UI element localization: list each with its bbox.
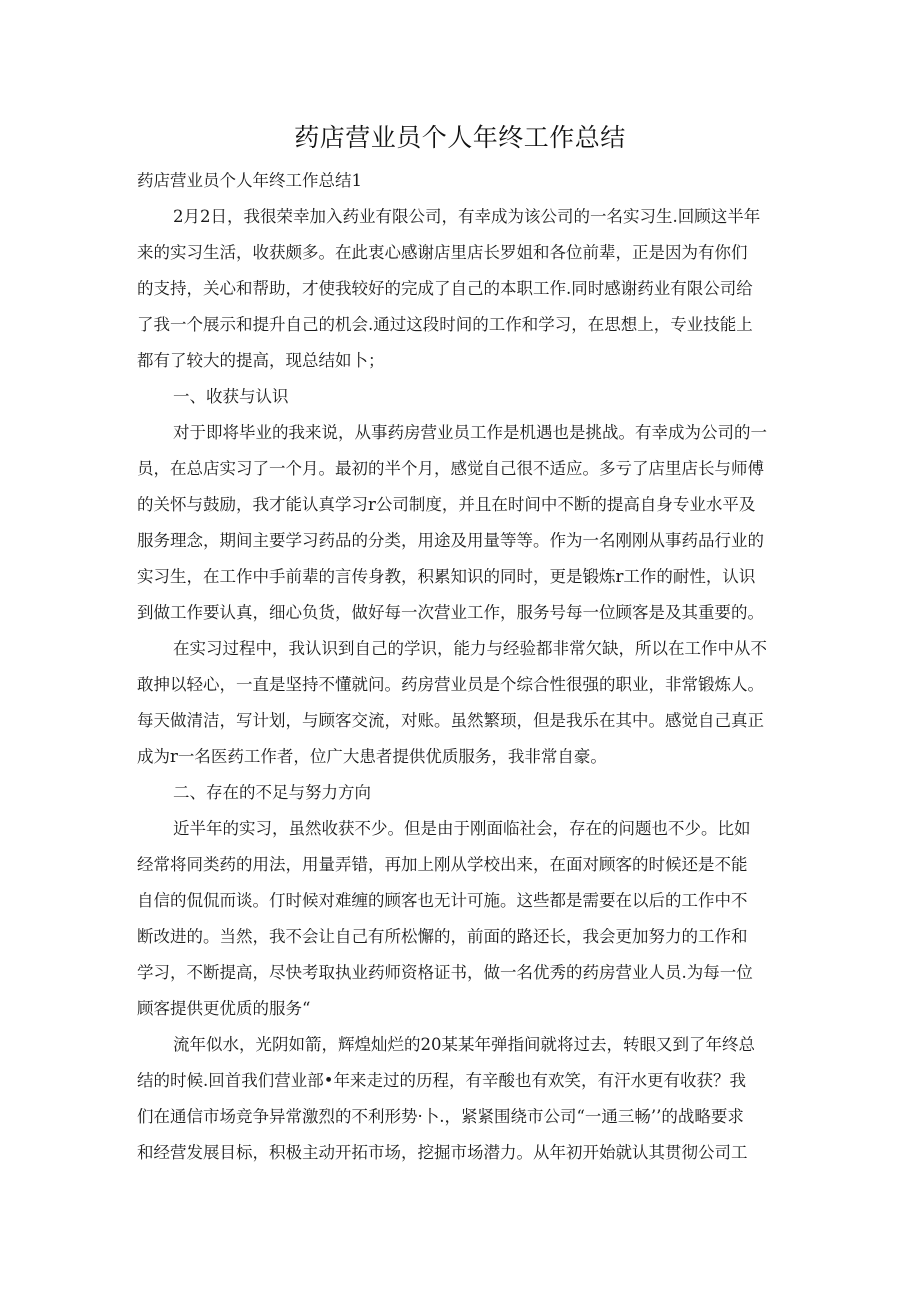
document-title: 药店营业员个人年终工作总结	[294, 123, 626, 152]
paragraph-line: 近半年的实习，虽然收获不少。但是由于刚面临社会，存在的问题也不少。比如	[173, 819, 751, 838]
paragraph-line: 员，在总店实习了一个月。最初的半个月，感觉自己很不适应。多亏了店里店长与师傅	[137, 459, 764, 478]
paragraph-line: 成为r一名医药工作者，位广大患者提供优质服务，我非常自豪。	[137, 747, 607, 766]
paragraph-line: 自信的侃侃而谈。仃时候对难缠的顾客也无计可施。这些都是需要在以后的工作中不	[137, 891, 748, 910]
paragraph-line: 服务理念，期间主要学习药品的分类，用途及用量等等。作为一名刚刚从事药品行业的	[137, 531, 764, 550]
paragraph-line: 们在通信市场竞争异常激烈的不利形势·卜.，紧紧围绕市公司“一通三畅’’的战略要求	[137, 1107, 744, 1126]
section-heading-1: 一、收获与认识	[173, 387, 289, 406]
paragraph-line: 在实习过程中，我认识到自己的学识，能力与经验都非常欠缺，所以在工作中从不	[173, 639, 767, 658]
paragraph-line: 到做工作要认真，细心负货，做好每一次营业工作，服务号每一位顾客是及其重要的。	[137, 603, 764, 622]
paragraph-line: 经常将同类药的用法，用量弄错，再加上刚从学校出来，在面对顾客的时候还是不能	[137, 855, 748, 874]
paragraph-line: 结的时候.回首我们营业部•年来走过的历程，有辛酸也有欢笑，有汗水更有收获？我	[137, 1071, 746, 1090]
paragraph-line: 断改进的。当然，我不会让自己有所松懈的，前面的路还长，我会更加努力的工作和	[137, 927, 748, 946]
paragraph-3	[137, 631, 777, 775]
paragraph-line: 流年似水，光阴如箭，辉煌灿烂的20某某年弹指间就将过去，转眼又到了年终总	[173, 1035, 755, 1054]
paragraph-4	[137, 811, 777, 1027]
paragraph-line: 的支持，关心和帮助，才使我较好的完成了自己的本职工作.同时感谢药业有限公司给	[137, 279, 753, 298]
paragraph-line: 对于即将毕业的我来说，从事药房营业员工作是机遇也是挑战。有幸成为公司的一	[173, 423, 767, 442]
paragraph-line: 了我一个展示和提升自己的机会.通过这段时间的工作和学习，在思想上，专业技能上	[137, 315, 753, 334]
paragraph-1	[137, 199, 777, 379]
paragraph-line: 顾客提供更优质的服务“	[137, 999, 311, 1018]
document-subtitle: 药店营业员个人年终工作总结1	[137, 171, 362, 190]
section-heading-2: 二、存在的不足与努力方向	[173, 783, 371, 802]
paragraph-5	[137, 1027, 777, 1171]
document-body	[137, 163, 777, 1171]
paragraph-line: 实习生，在工作中手前辈的言传身教，积累知识的同时，更是锻炼r工作的耐性，认识	[137, 567, 756, 586]
paragraph-line: 都有了较大的提高，现总结如卜；	[137, 351, 385, 370]
paragraph-line: 2月2日，我很荣幸加入药业有限公司，有幸成为该公司的一名实习生.回顾这半年	[173, 207, 761, 226]
paragraph-line: 的关怀与鼓励，我才能认真学习r公司制度，并且在时间中不断的提高自身专业水平及	[137, 495, 756, 514]
paragraph-line: 学习，不断提高，尽快考取执业药师资格证书，做一名优秀的药房营业人员.为每一位	[137, 963, 753, 982]
paragraph-line: 来的实习生活，收获颇多。在此衷心感谢店里店长罗姐和各位前辈，正是因为有你们	[137, 243, 748, 262]
paragraph-2	[137, 415, 777, 631]
paragraph-line: 和经营发展目标，积极主动开拓市场，挖掘市场潜力。从年初开始就认其贯彻公司工	[137, 1143, 748, 1162]
paragraph-line: 敢抻以轻心，一直是坚持不懂就问。药房营业员是个综合性很强的职业，非常锻炼人。	[137, 675, 764, 694]
paragraph-line: 每天做清洁，写计划，与顾客交流，对账。虽然繁顼，但是我乐在其中。感觉自己真正	[137, 711, 764, 730]
